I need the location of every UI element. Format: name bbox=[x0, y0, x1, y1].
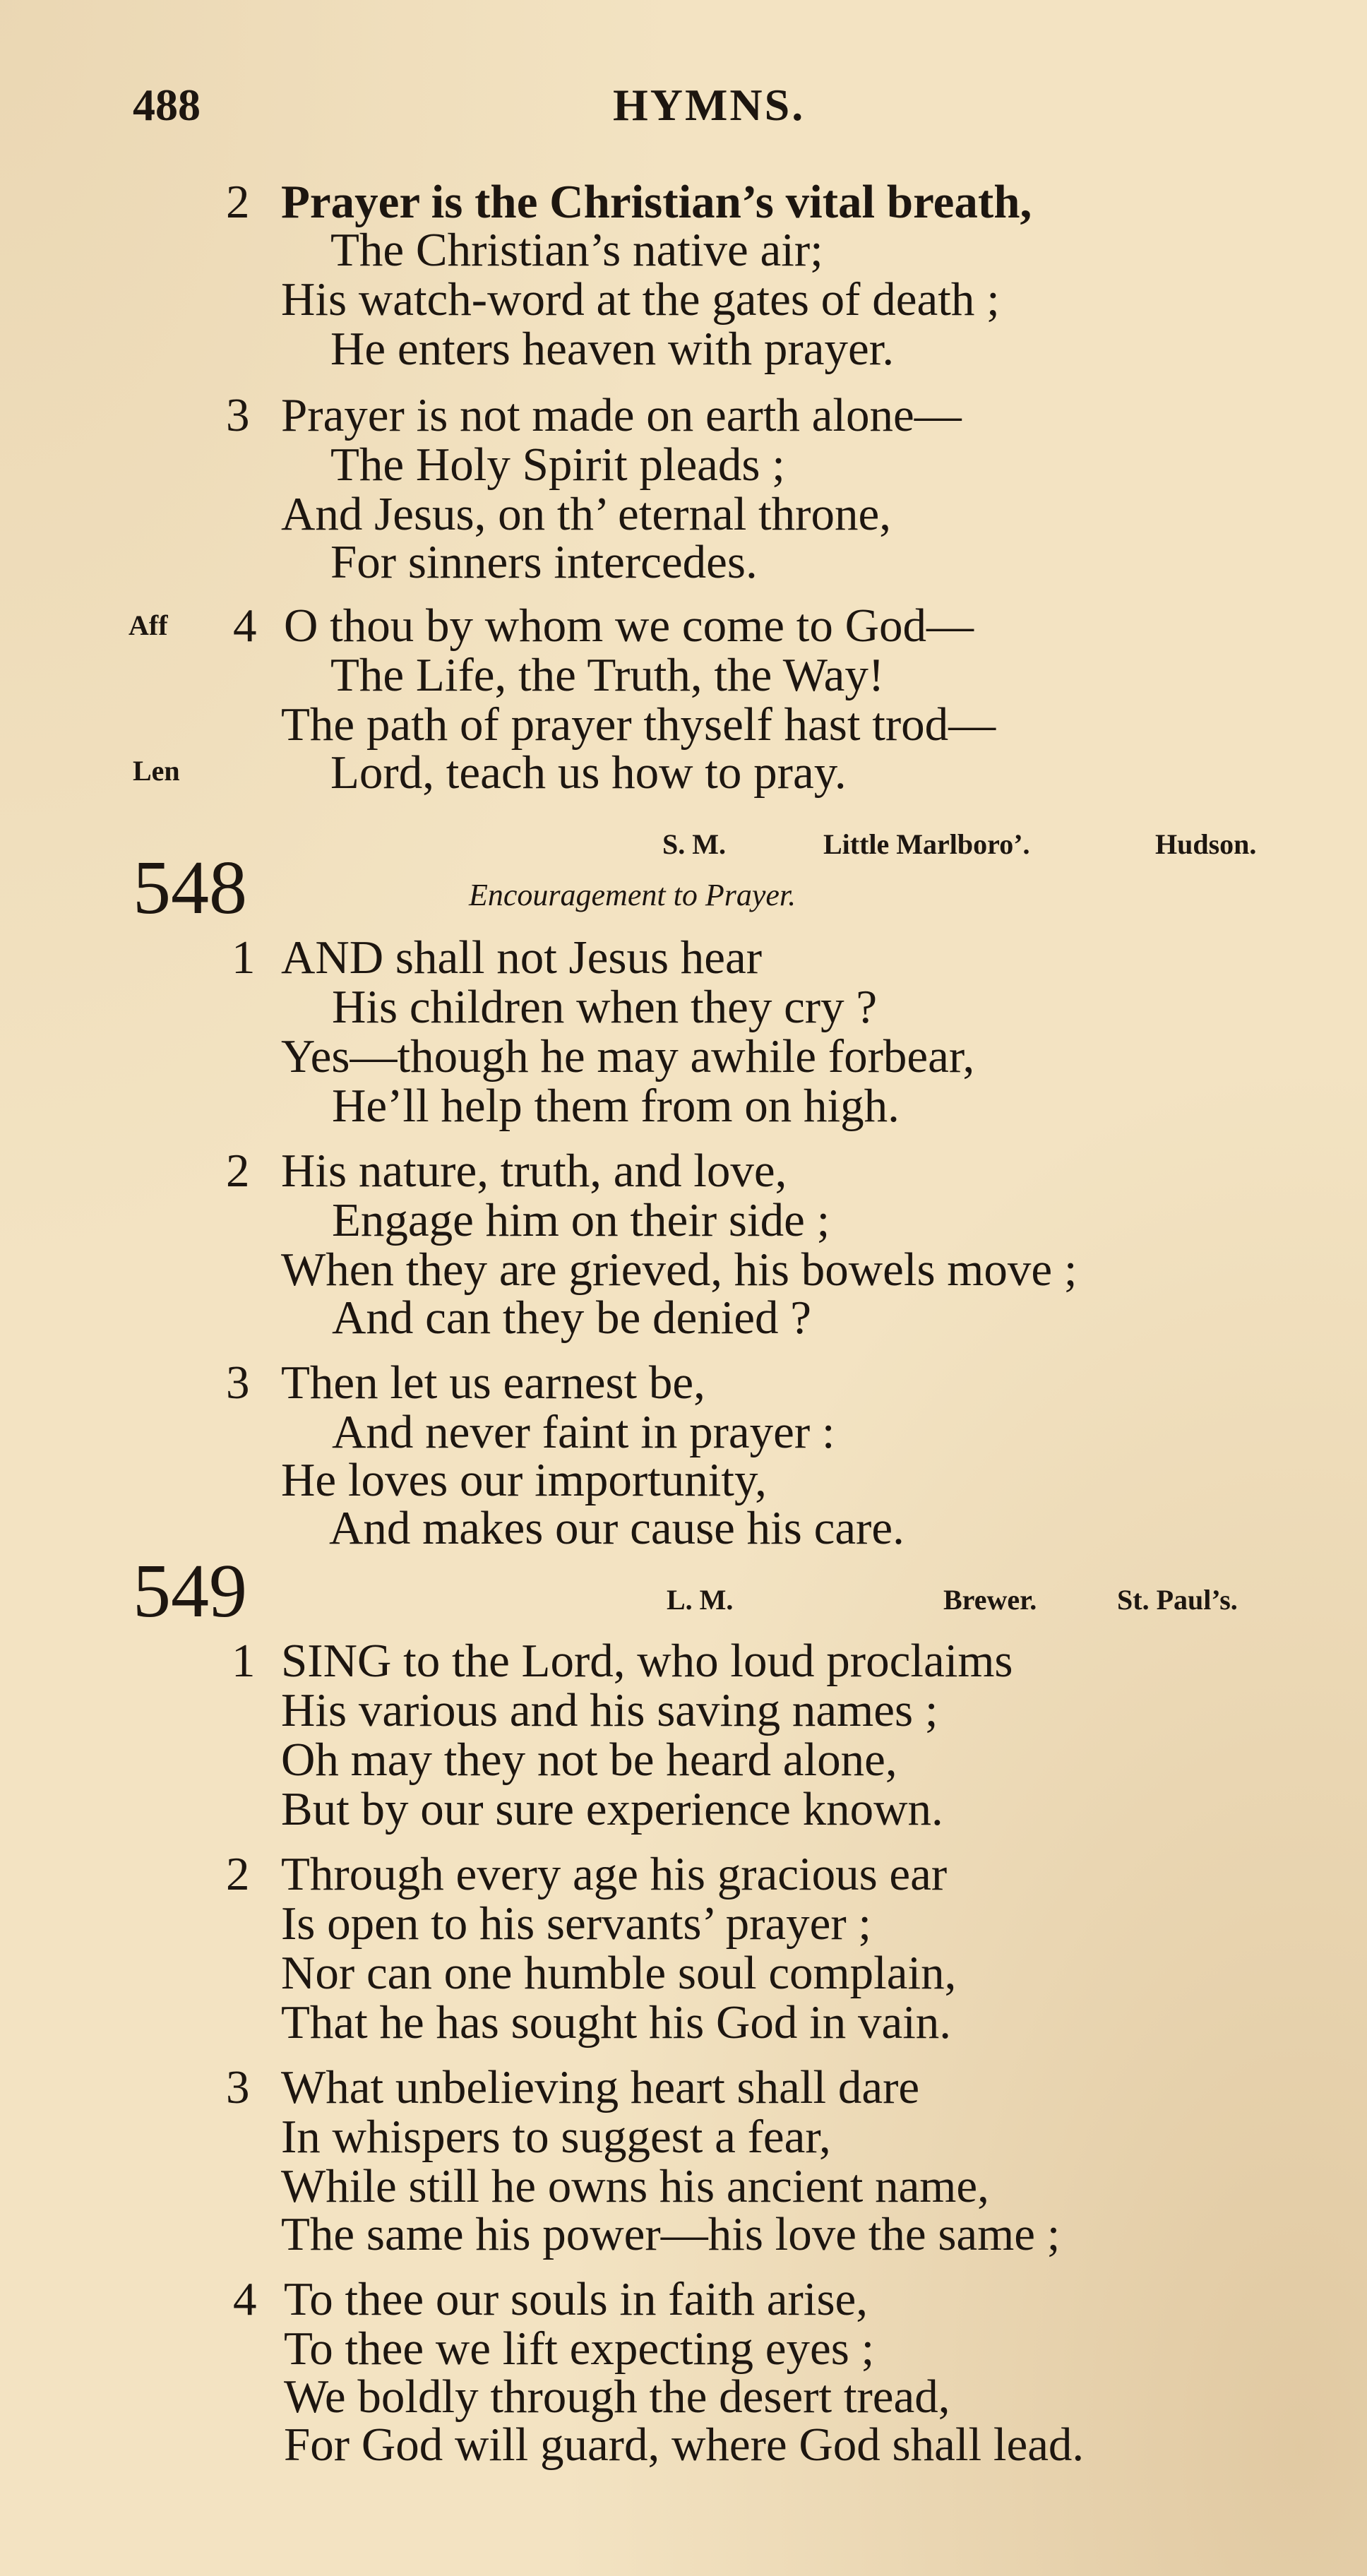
page-number: 488 bbox=[133, 80, 201, 130]
hymn-line: Engage him on their side ; bbox=[332, 1194, 830, 1246]
verse-number: 3 bbox=[226, 1356, 250, 1409]
hymn-line: And Jesus, on th’ eternal throne, bbox=[281, 488, 891, 540]
verse-number: 2 bbox=[226, 176, 250, 228]
hymn-line: Prayer is not made on earth alone— bbox=[281, 389, 962, 441]
hymn-line: Prayer is the Christian’s vital breath, bbox=[281, 176, 1032, 228]
hymn-line: Yes—though he may awhile forbear, bbox=[281, 1030, 975, 1083]
hymn-line: And can they be denied ? bbox=[332, 1292, 812, 1344]
hymn-line: What unbelieving heart shall dare bbox=[281, 2061, 920, 2113]
verse-number: 2 bbox=[226, 1145, 250, 1197]
hymn-tune-alt: Hudson. bbox=[1155, 828, 1257, 860]
verse-number: 4 bbox=[233, 600, 257, 652]
margin-note: Aff bbox=[129, 609, 168, 641]
hymn-line: His children when they cry ? bbox=[332, 981, 878, 1033]
hymn-tune: Little Marlboro’. bbox=[823, 828, 1030, 860]
hymn-line: To thee we lift expecting eyes ; bbox=[284, 2322, 875, 2375]
hymn-meter: S. M. bbox=[662, 828, 726, 860]
verse-number: 1 bbox=[232, 1635, 256, 1687]
hymn-line: But by our sure experience known. bbox=[281, 1783, 943, 1835]
verse-number: 3 bbox=[226, 389, 250, 441]
hymn-line: Through every age his gracious ear bbox=[281, 1848, 948, 1900]
hymn-line: In whispers to suggest a fear, bbox=[281, 2111, 831, 2163]
hymn-line: O thou by whom we come to God— bbox=[284, 600, 974, 652]
hymn-line: While still he owns his ancient name, bbox=[281, 2160, 989, 2212]
hymn-line: When they are grieved, his bowels move ; bbox=[281, 1244, 1078, 1296]
hymn-number: 548 bbox=[133, 846, 247, 930]
hymn-line: The Holy Spirit pleads ; bbox=[330, 439, 785, 491]
hymn-line: His watch-word at the gates of death ; bbox=[281, 273, 1000, 326]
hymn-line: AND shall not Jesus hear bbox=[281, 931, 763, 984]
hymn-line: The Life, the Truth, the Way! bbox=[330, 649, 885, 701]
hymn-line: Lord, teach us how to pray. bbox=[330, 746, 847, 799]
hymn-tune: Brewer. bbox=[943, 1584, 1037, 1616]
hymn-line: We boldly through the desert tread, bbox=[284, 2371, 950, 2423]
hymn-line: Nor can one humble soul complain, bbox=[281, 1947, 957, 1999]
verse-number: 4 bbox=[233, 2273, 257, 2325]
hymn-tune-alt: St. Paul’s. bbox=[1117, 1584, 1238, 1616]
hymn-line: And makes our cause his care. bbox=[329, 1502, 905, 1554]
hymn-line: To thee our souls in faith arise, bbox=[284, 2273, 868, 2325]
hymn-line: And never faint in prayer : bbox=[332, 1406, 835, 1458]
hymn-line: That he has sought his God in vain. bbox=[281, 1996, 952, 2049]
hymn-line: He enters heaven with prayer. bbox=[330, 323, 895, 375]
hymn-line: The Christian’s native air; bbox=[330, 224, 823, 276]
running-head: HYMNS. bbox=[613, 80, 806, 130]
hymn-line: For sinners intercedes. bbox=[330, 536, 758, 588]
hymn-subtitle: Encouragement to Prayer. bbox=[469, 878, 796, 912]
verse-number: 3 bbox=[226, 2061, 250, 2113]
hymn-line: His nature, truth, and love, bbox=[281, 1145, 787, 1197]
hymn-line: His various and his saving names ; bbox=[281, 1684, 938, 1736]
margin-note: Len bbox=[133, 755, 180, 787]
hymn-meter: L. M. bbox=[667, 1584, 734, 1616]
hymn-line: Then let us earnest be, bbox=[281, 1356, 705, 1409]
hymn-line: SING to the Lord, who loud proclaims bbox=[281, 1635, 1013, 1687]
hymn-line: The path of prayer thyself hast trod— bbox=[281, 698, 996, 751]
hymn-number: 549 bbox=[133, 1549, 247, 1633]
verse-number: 1 bbox=[232, 931, 256, 984]
verse-number: 2 bbox=[226, 1848, 250, 1900]
hymn-line: The same his power—his love the same ; bbox=[281, 2208, 1061, 2260]
hymn-line: For God will guard, where God shall lead. bbox=[284, 2419, 1085, 2471]
hymn-line: He loves our importunity, bbox=[281, 1454, 767, 1506]
hymn-line: Oh may they not be heard alone, bbox=[281, 1734, 897, 1786]
hymn-line: Is open to his servants’ prayer ; bbox=[281, 1897, 872, 1950]
hymn-line: He’ll help them from on high. bbox=[332, 1080, 900, 1132]
